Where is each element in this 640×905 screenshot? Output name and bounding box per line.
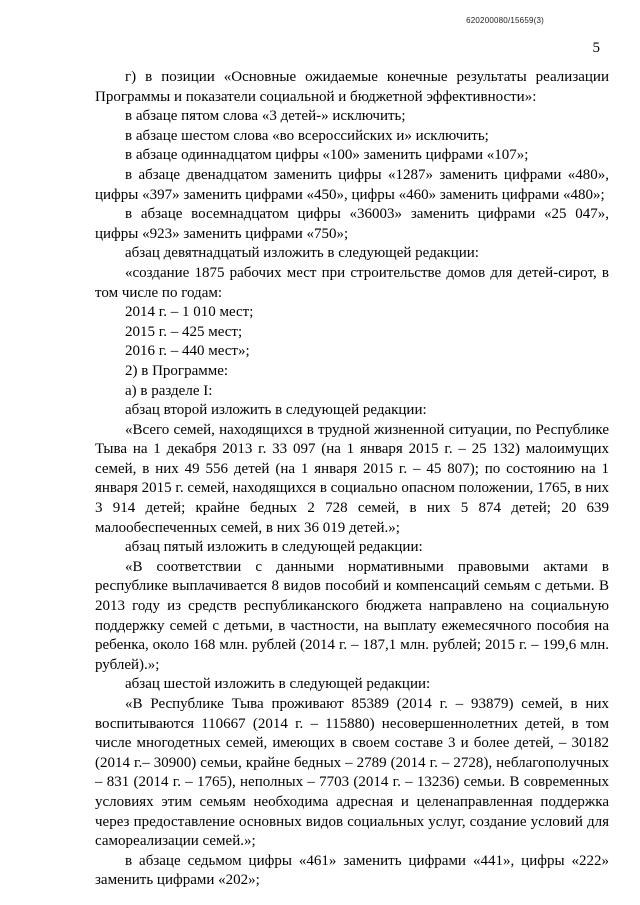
paragraph: в абзаце шестом слова «во всероссийских и» исключить; (125, 127, 489, 144)
page-number: 5 (592, 40, 600, 56)
paragraph: 2016 г. – 440 мест»; (125, 343, 250, 360)
document-code: 620200080/15659(3) (466, 16, 544, 25)
paragraph: абзац девятнадцатый изложить в следующей редакции: (125, 245, 479, 262)
paragraph: в абзаце одиннадцатом цифры «100» заменить цифрами «107»; (125, 147, 529, 164)
paragraph: абзац пятый изложить в следующей редакции: (125, 539, 423, 556)
paragraph: в абзаце пятом слова «3 детей-» исключить; (125, 108, 406, 125)
paragraph: г) в позиции «Основные ожидаемые конечные результаты реализации Программы и показатели социальной и бюджетной эффективности»: (95, 69, 609, 105)
paragraph: а) в разделе I: (125, 382, 213, 399)
paragraph: «создание 1875 рабочих мест при строительстве домов для детей-сирот, в том числе по годам: (95, 264, 609, 301)
paragraph: абзац шестой изложить в следующей редакции: (125, 676, 431, 693)
paragraph: в абзаце двенадцатом заменить цифры «1287» заменить цифрами «480», цифры «397» заменить цифрами «450», цифры «460» заменить цифрами «480»; (95, 166, 609, 203)
document-body (95, 68, 609, 891)
paragraph: «В Республике Тыва проживают 85389 (2014 г. – 93879) семей, в них воспитываются 110667 (2014 г. – 115880) несовершеннолетних детей, в том числе многодетных семей, имеющих в своем составе 3 и более детей, – 30182 (2014 г.– 30900) семьи, крайне бедных – 2789 (2014 г. – 2728), неблагополучных – 831 (2014 г. – 1765), неполных – 7703 (2014 г. – 13236) семьи. В современных условиях этим семьям необходима адресная и целенаправленная поддержка через предоставление основных видов социальных услуг, создание условий для самореализации семей.»; (95, 696, 609, 850)
paragraph: 2) в Программе: (125, 362, 229, 379)
paragraph: 2015 г. – 425 мест; (125, 323, 243, 340)
paragraph: абзац второй изложить в следующей редакции: (125, 402, 427, 419)
paragraph: «Всего семей, находящихся в трудной жизненной ситуации, по Республике Тыва на 1 декабря 2013 г. 33 097 (на 1 января 2015 г. – 25 132) малоимущих семей, в них 49 556 детей (на 1 января 2015 г. – 45 807); по состоянию на 1 января 2015 г. семей, находящихся в социально опасном положении, 1765, в них 3 914 детей; крайне бедных 2 728 семей, в них 5 874 детей; 20 639 малообеспеченных семей, в них 36 019 детей.»; (95, 421, 609, 536)
paragraph: в абзаце восемнадцатом цифры «36003» заменить цифрами «25 047», цифры «923» заменить цифрами «750»; (95, 206, 609, 242)
paragraph: 2014 г. – 1 010 мест; (125, 304, 254, 321)
paragraph: «В соответствии с данными нормативными правовыми актами в республике выплачивается 8 видов пособий и компенсаций семьям с детьми. В 2013 году из средств республиканского бюджета направлено на социальную поддержку семей с детьми, в частности, на выплату ежемесячного пособия на ребенка, около 168 млн. рублей (2014 г. – 187,1 млн. рублей; 2015 г. – 199,6 млн. рублей).»; (95, 558, 609, 673)
paragraph: в абзаце седьмом цифры «461» заменить цифрами «441», цифры «222» заменить цифрами «202»; (95, 852, 609, 889)
